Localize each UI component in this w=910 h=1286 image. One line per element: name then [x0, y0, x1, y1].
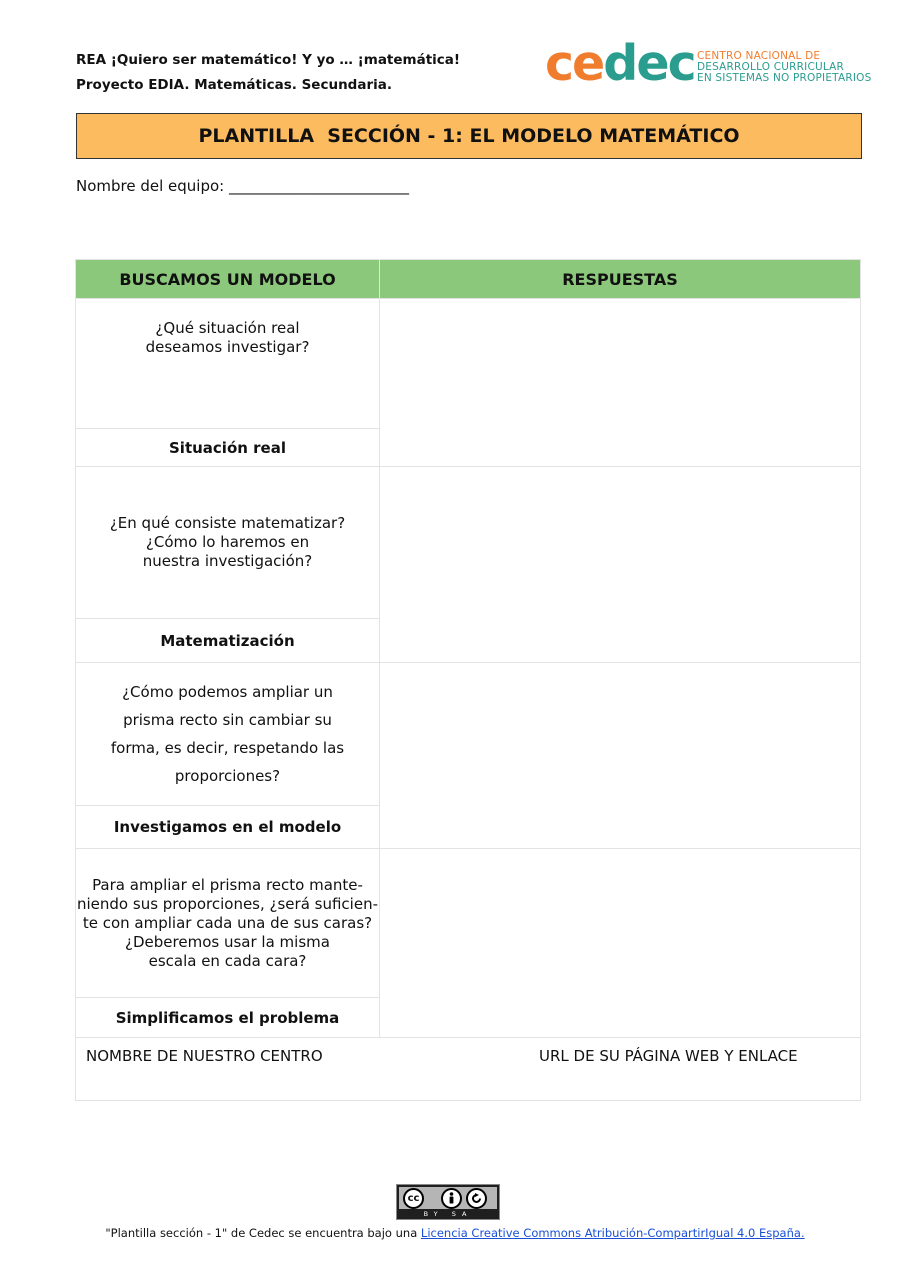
question-cell: Para ampliar el prisma recto mante- niendo sus proporciones, ¿será suficien- te con ampliar cada una de sus caras? ¿Deberemos usar la misma escala en cada cara? [76, 849, 380, 998]
row-label: Investigamos en el modelo [76, 806, 380, 849]
school-info-cell[interactable] [76, 1038, 861, 1101]
answer-cell-investigamos[interactable] [380, 663, 861, 849]
logo-word: cedec [545, 35, 695, 92]
creative-commons-badge [396, 1184, 500, 1220]
answer-cell-situacion[interactable] [380, 299, 861, 467]
page-title: PLANTILLA SECCIÓN - 1: EL MODELO MATEMÁTICO [198, 125, 740, 147]
answer-cell-matematizacion[interactable] [380, 467, 861, 663]
question-cell: ¿Cómo podemos ampliar un prisma recto sin cambiar su forma, es decir, respetando las proporciones? [76, 663, 380, 806]
team-name-field[interactable]: Nombre del equipo: ________________________ [76, 177, 409, 195]
col-header-model: BUSCAMOS UN MODELO [76, 260, 380, 299]
page-title-banner [76, 113, 862, 159]
row-label: Simplificamos el problema [76, 998, 380, 1038]
cedec-logo [545, 35, 875, 92]
school-url-label: URL DE SU PÁGINA WEB Y ENLACE [539, 1047, 798, 1065]
row-label: Matematización [76, 619, 380, 663]
answer-cell-simplificamos[interactable] [380, 849, 861, 1038]
school-name-label: NOMBRE DE NUESTRO CENTRO [86, 1047, 323, 1065]
row-label: Situación real [76, 429, 380, 467]
header-subtitle: Proyecto EDIA. Matemáticas. Secundaria. [76, 77, 392, 93]
share-alike-icon [466, 1188, 487, 1209]
license-notice: "Plantilla sección - 1" de Cedec se encuentra bajo una Licencia Creative Commons Atribución-CompartirIgual 4.0 España. [105, 1226, 805, 1240]
header-title: REA ¡Quiero ser matemático! Y yo … ¡matemática! [76, 52, 461, 68]
col-header-answers: RESPUESTAS [380, 260, 861, 299]
logo-subtitle: CENTRO NACIONAL DE DESARROLLO CURRICULAR EN SISTEMAS NO PROPIETARIOS [697, 50, 872, 84]
model-table [75, 259, 861, 1101]
cc-badge-labels: BY SA [423, 1210, 473, 1218]
cc-icon: cc [403, 1188, 424, 1209]
license-link[interactable]: Licencia Creative Commons Atribución-CompartirIgual 4.0 España. [420, 1226, 805, 1240]
question-cell: ¿Qué situación real deseamos investigar? [76, 299, 380, 429]
question-cell: ¿En qué consiste matematizar? ¿Cómo lo haremos en nuestra investigación? [76, 467, 380, 619]
attribution-icon [441, 1188, 462, 1209]
